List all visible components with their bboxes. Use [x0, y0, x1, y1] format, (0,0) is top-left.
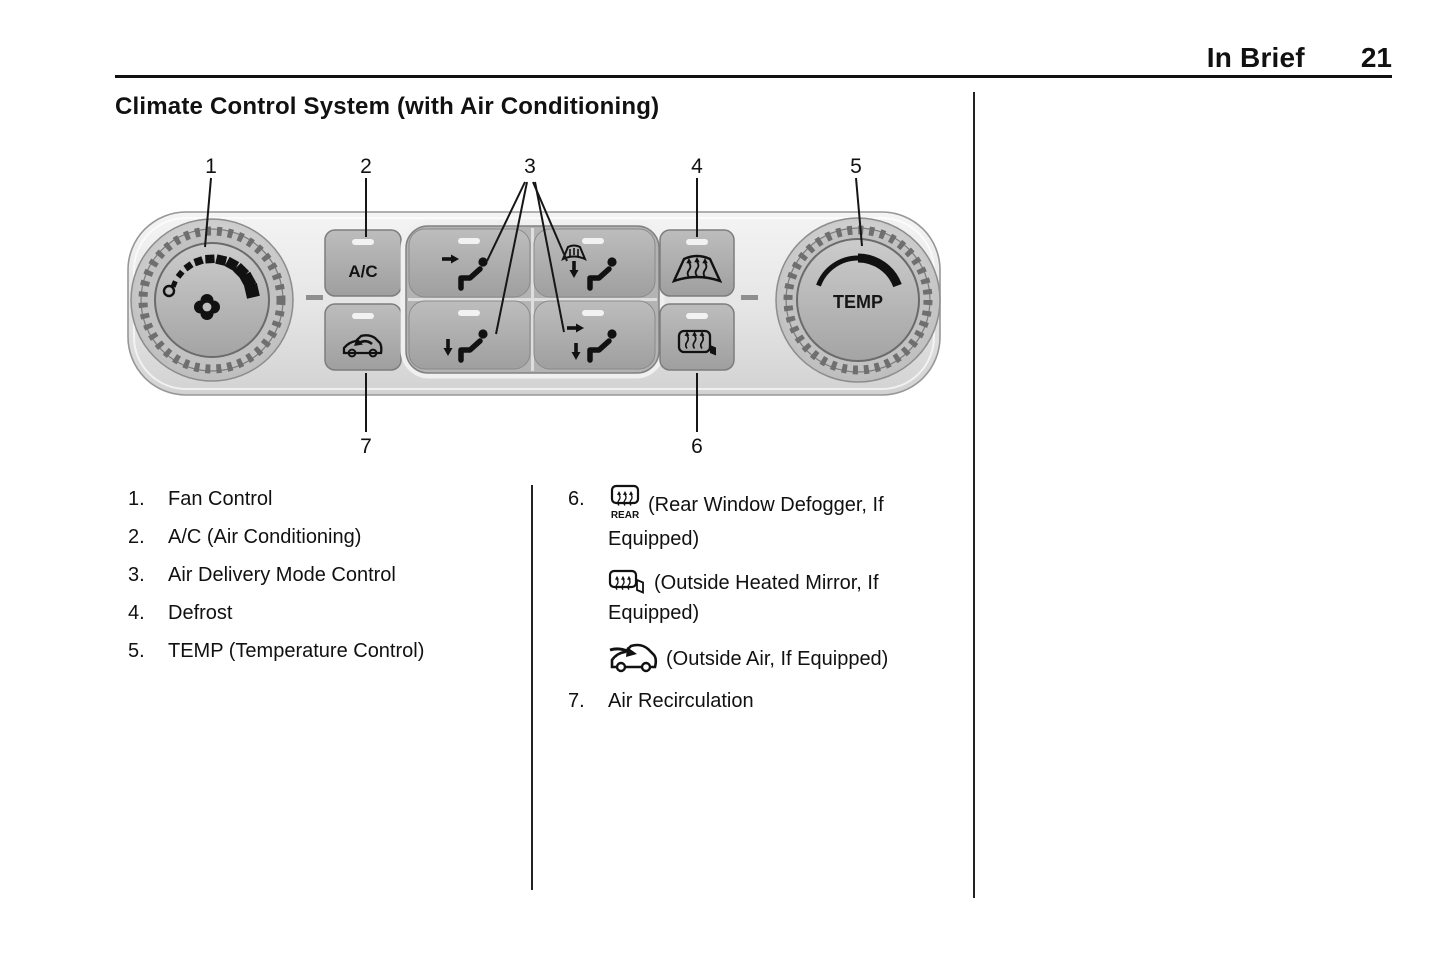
callout-6: 6 — [691, 435, 703, 458]
item-number — [568, 640, 608, 674]
air-recirculation-button — [325, 304, 401, 370]
item-number: 7. — [568, 690, 585, 712]
header-rule — [115, 75, 1392, 78]
legend-item-temp — [128, 636, 523, 666]
callout-1: 1 — [205, 155, 217, 178]
fan-control-knob — [131, 219, 293, 381]
callout-3: 3 — [524, 155, 536, 178]
temp-knob-label: TEMP — [832, 292, 884, 312]
legend-left-column — [128, 484, 523, 674]
mode-defog-face-button — [534, 229, 655, 297]
legend-item-heated-mirror — [568, 566, 975, 628]
legend-right-column — [568, 484, 975, 728]
item-text: Fan Control — [168, 488, 273, 510]
item-text: Air Delivery Mode Control — [168, 564, 396, 586]
item-number — [568, 566, 608, 628]
item-text: TEMP (Temperature Control) — [168, 640, 425, 662]
item-number: 1. — [128, 488, 145, 510]
legend-item-fan-control — [128, 484, 523, 514]
column-divider-rule — [531, 485, 533, 890]
rear-defogger-indicator — [686, 313, 708, 319]
air-delivery-mode-group — [403, 223, 662, 376]
legend-item-outside-air — [568, 640, 975, 674]
item-number: 5. — [128, 640, 145, 662]
item-text: (Outside Heated Mirror, If Equipped) — [608, 566, 975, 628]
legend-item-rear-defogger — [568, 484, 975, 554]
item-number: 2. — [128, 526, 145, 548]
legend-item-air-delivery — [128, 560, 523, 590]
mode-vent-face-button — [409, 229, 530, 297]
legend-item-defrost — [128, 598, 523, 628]
callout-4: 4 — [691, 155, 703, 178]
legend-item-ac — [128, 522, 523, 552]
item-text: Air Recirculation — [608, 690, 754, 712]
temperature-knob — [776, 218, 940, 382]
page-number: 21 — [1360, 42, 1392, 73]
panel-groove-left — [306, 295, 323, 300]
rear-icon-label: REAR — [610, 510, 640, 521]
defrost-button — [660, 230, 734, 296]
panel-groove-right — [741, 295, 758, 300]
page-header — [1207, 42, 1392, 74]
rear-window-defogger-icon — [608, 484, 642, 524]
item-text: REAR (Rear Window Defogger, If Equipped) — [608, 484, 975, 554]
item-text: Defrost — [168, 602, 233, 624]
item-text: (Outside Air, If Equipped) — [608, 640, 975, 674]
chapter-title: In Brief — [1206, 42, 1305, 73]
legend-item-air-recirculation — [568, 686, 975, 716]
climate-control-panel-diagram — [115, 142, 955, 462]
mode-bilevel-button — [534, 301, 655, 369]
recirculation-indicator — [352, 313, 374, 319]
item-number: 4. — [128, 602, 145, 624]
item-number: 6. — [568, 488, 585, 510]
outside-air-icon — [608, 640, 660, 674]
ac-button-label: A/C — [348, 262, 378, 281]
outside-heated-mirror-icon — [608, 566, 648, 598]
right-column-rule — [973, 92, 975, 898]
rear-defogger-button — [660, 304, 734, 370]
ac-indicator — [352, 239, 374, 245]
ac-button — [325, 230, 401, 296]
callout-7: 7 — [360, 435, 372, 458]
callout-5: 5 — [850, 155, 862, 178]
item-number: 3. — [128, 564, 145, 586]
mode-vent-floor-button — [409, 301, 530, 369]
section-title: Climate Control System (with Air Conditioning) — [115, 93, 660, 120]
item-text: A/C (Air Conditioning) — [168, 526, 362, 548]
callout-2: 2 — [360, 155, 372, 178]
defrost-indicator — [686, 239, 708, 245]
